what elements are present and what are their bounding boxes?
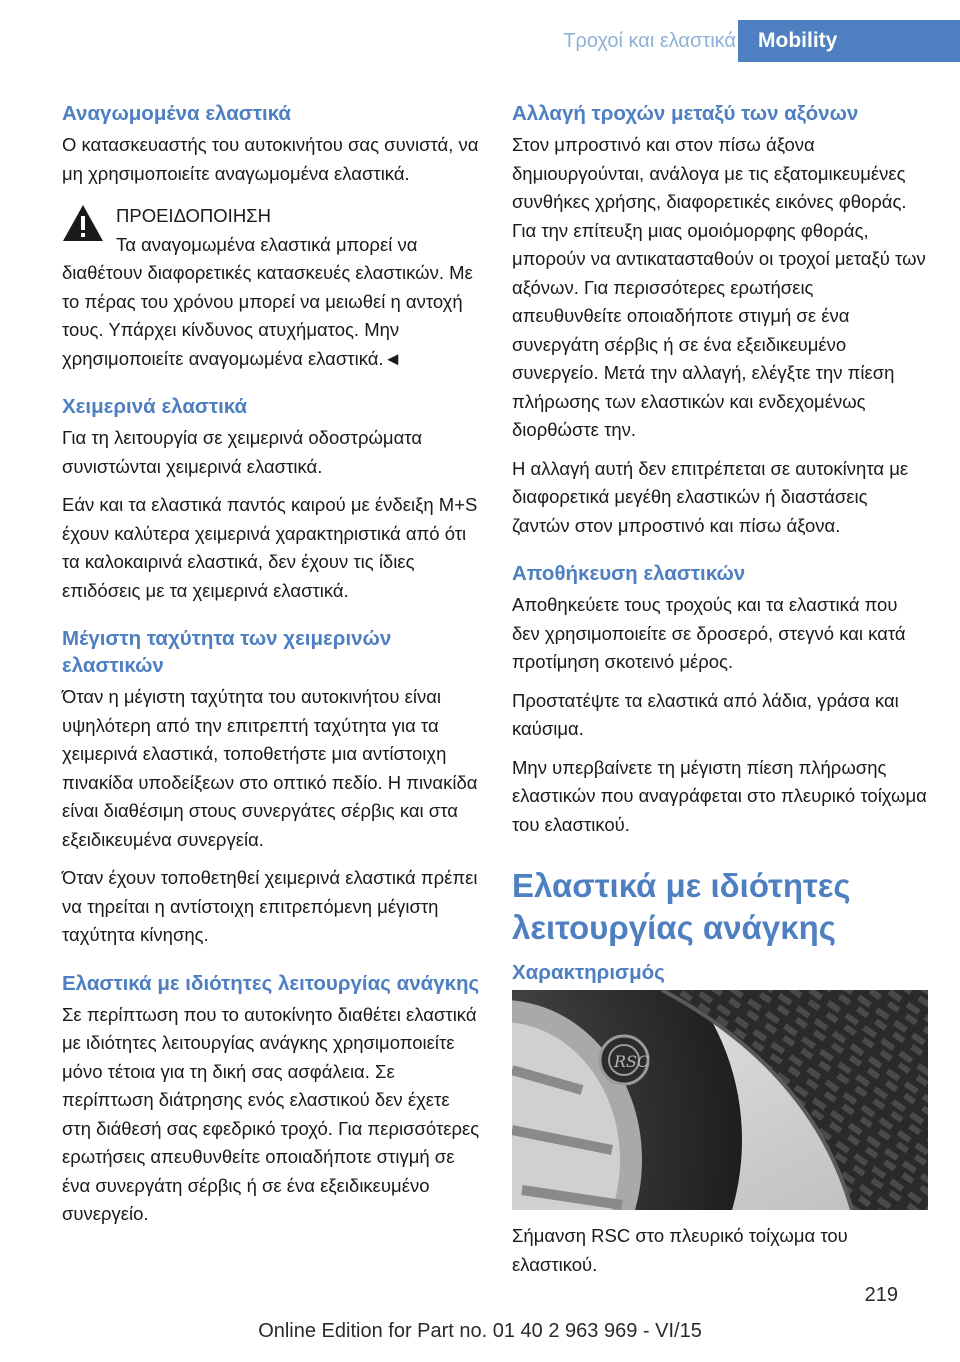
retreaded-text: Ο κατασκευαστής του αυτοκινήτου σας συνιστά, να μη χρησιμοποιείτε αναγωμομένα ελαστικά. <box>62 134 479 184</box>
page-footer <box>0 1284 960 1362</box>
tyre-sidewall-photo <box>512 990 928 1210</box>
max-speed-text-1: Όταν η μέγιστη ταχύτητα του αυτοκινήτου είναι υψηλότερη από την επιτρεπτή ταχύτητα για τα χειμερινά ελαστικά, τοποθετήστε μια αντίστοιχη πινακίδα υποδείξεων στο οπτικό πεδίο. Η πινακίδα είναι διαθέσιμη στους συνεργάτες σέρβις και στα εξειδικευμένα συνεργεία. <box>62 686 478 850</box>
rsc-logo: RSC <box>614 1052 650 1071</box>
winter-text-2: Εάν και τα ελαστικά παντός καιρού με ένδειξη M+S έχουν καλύτερα χειμερινά χαρακτηριστικά από ότι τα καλοκαιρινά ελαστικά, δεν έχουν τις ίδιες επιδόσεις με τα χειμερινά ελαστικά. <box>62 494 478 601</box>
runflat-text: Σε περίπτωση που το αυτοκίνητο διαθέτει ελαστικά με ιδιότητες λειτουργίας ανάγκης χρησιμοποιείτε μόνο τέτοια για τη δική σας ασφάλεια. Σε περίπτωση διάτρησης ενός ελαστικού δεν έχετε στη διάθεσή σας εφεδρικό τροχό. Για περισσότερες ερωτήσεις απευθυνθείτε οποιαδήποτε στιγμή σε ένα συνεργάτη σέρβις ή σε ένα εξειδικευμένο συνεργείο. <box>62 1003 480 1224</box>
warning-text-rest: διαθέτουν διαφορετικές κατασκευές ελαστικών. Με το πέρας του χρόνου μπορεί να μειωθεί η αντοχή τους. Υπάρχει κίνδυνος ατυχήματος. Μην χρησιμοποιείτε αναγομωμένα ελαστικά.◄ <box>62 262 473 369</box>
winter-text-1: Για τη λειτουργία σε χειμερινά οδοστρώματα συνιστώνται χειμερινά ελαστικά. <box>62 427 423 477</box>
running-header-chapter: Mobility <box>738 20 960 62</box>
warning-title: ΠΡΟΕΙΔΟΠΟΙΗΣΗ <box>116 205 271 226</box>
tyre-illustration <box>512 990 928 1210</box>
warning-triangle-icon <box>62 204 104 242</box>
left-column <box>62 100 482 1239</box>
running-header-section: Τροχοί και ελαστικά <box>563 30 736 52</box>
heading-winter-tyres: Χειμερινά ελαστικά <box>62 395 248 418</box>
edition-note: Online Edition for Part no. 01 40 2 963 969 - VI/15 <box>258 1320 702 1342</box>
storage-text-2: Προστατέψτε τα ελαστικά από λάδια, γράσα και καύσιμα. <box>512 689 899 739</box>
heading-runflat-tyres: Ελαστικά με ιδιότητες λειτουργίας ανάγκης <box>62 971 480 995</box>
max-speed-text-2: Όταν έχουν τοποθετηθεί χειμερινά ελαστικά πρέπει να τηρείται η αντίστοιχη επιτρεπόμενη μέγιστη ταχύτητα κίνησης. <box>62 867 478 945</box>
heading-wheel-swap: Αλλαγή τροχών μεταξύ των αξόνων <box>512 102 859 125</box>
heading-retreaded: Αναγωμομένα ελαστικά <box>62 102 292 125</box>
wheel-swap-text-2: Η αλλαγή αυτή δεν επιτρέπεται σε αυτοκίνητα με διαφορετικά μεγέθη ελαστικών ή διαστάσεις ζαντών στον μπροστινό και πίσω άξονα. <box>512 457 909 536</box>
storage-text-3: Μην υπερβαίνετε τη μέγιστη πίεση πλήρωσης ελαστικών που αναγράφεται στο πλευρικό τοίχωμα του ελαστικού. <box>512 756 927 835</box>
page-number: 219 <box>864 1284 898 1306</box>
figure-caption: Σήμανση RSC στο πλευρικό τοίχωμα του ελαστικού. <box>512 1225 848 1275</box>
heading-marking: Χαρακτηρισμός <box>512 961 665 984</box>
heading-tyre-storage: Αποθήκευση ελαστικών <box>512 562 746 585</box>
warning-box <box>62 202 482 373</box>
warning-text-first-line: Τα αναγομωμένα ελαστικά μπορεί να <box>116 233 418 255</box>
warning-text <box>62 231 482 374</box>
wheel-swap-text-1: Στον μπροστινό και στον πίσω άξονα δημιουργούνται, ανάλογα με τις εξατομικευμένες συνθήκες χρήσης, διαφορετικές εικόνες φθοράς. Για την επίτευξη μιας ομοιόμορφης φθοράς, μπορούν να αντικατασταθούν οι τροχοί μεταξύ των αξόνων. Για περισσότερες ερωτήσεις απευθυνθείτε οποιαδήποτε στιγμή σε ένα συνεργάτη σέρβις ή σε ένα εξειδικευμένο συνεργείο. Μετά την αλλαγή, ελέγξτε την πίεση πλήρωσης των ελαστικών και ενδεχομένως διορθώστε την. <box>512 134 926 440</box>
storage-text-1: Αποθηκεύετε τους τροχούς και τα ελαστικά που δεν χρησιμοποιείτε σε δροσερό, στεγνό και κατά προτίμηση σκοτεινό μέρος. <box>512 594 906 672</box>
right-column <box>512 100 928 1289</box>
chapter-title-runflat: Ελαστικά με ιδιότητες λειτουργίας ανάγκης <box>512 867 851 946</box>
heading-winter-max-speed: Μέγιστη ταχύτητα των χειμερινών ελαστικών <box>62 627 392 677</box>
